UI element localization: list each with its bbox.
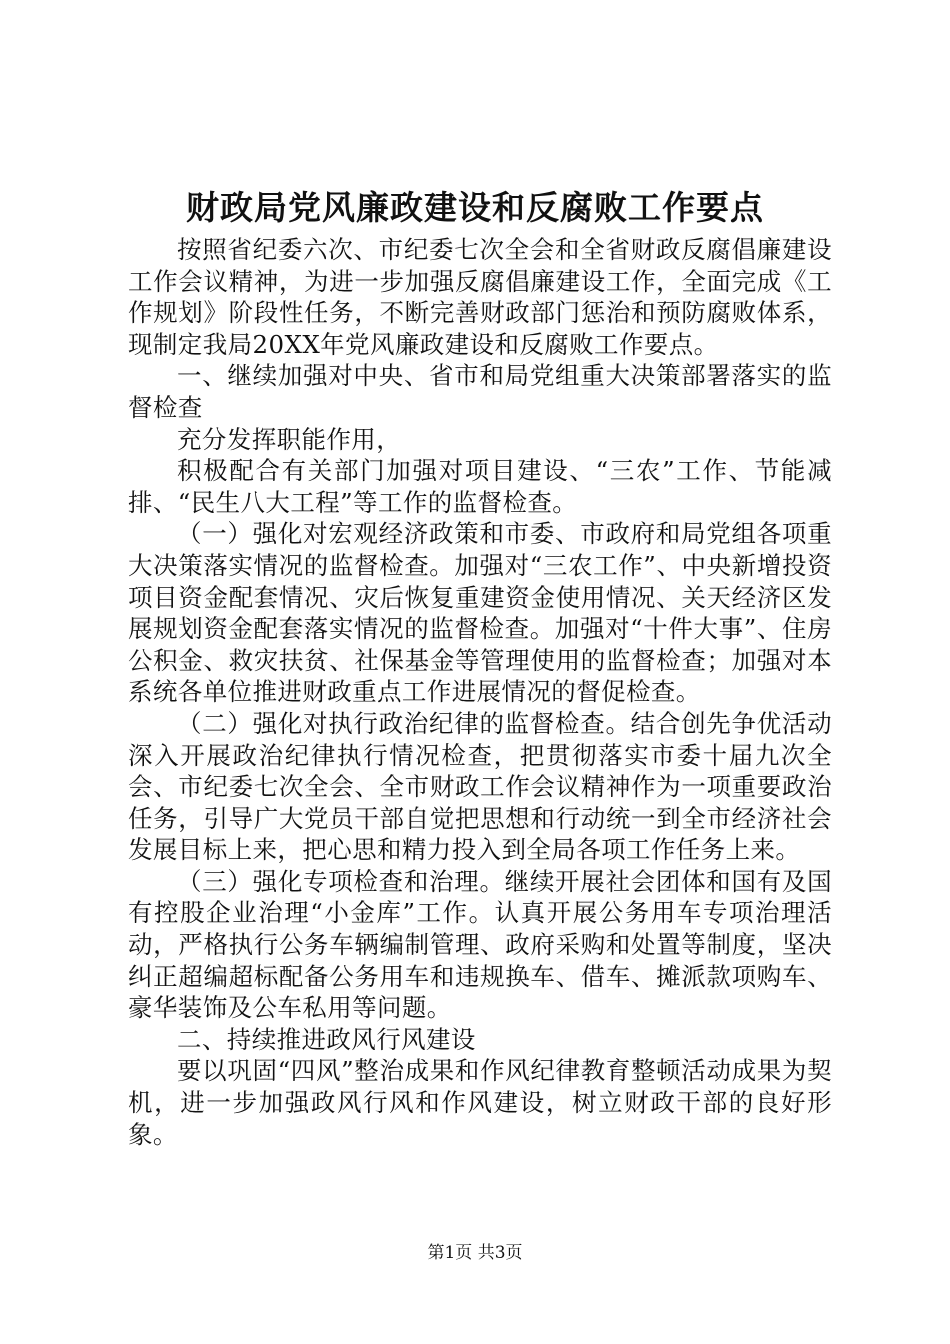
paragraph-item-1: （一）强化对宏观经济政策和市委、市政府和局党组各项重大决策落实情况的监督检查。加强对“三农工作”、中央新增投资项目资金配套情况、灾后恢复重建资金使用情况、关天经济区发展规划资金配套落实情况的监督检查。加强对“十件大事”、住房公积金、救灾扶贫、社保基金等管理使用的监督检查；加强对本系统各单位推进财政重点工作进展情况的督促检查。 xyxy=(128,519,832,707)
paragraph: 要以巩固“四风”整治成果和作风纪律教育整顿活动成果为契机，进一步加强政风行风和作风建设，树立财政干部的良好形象。 xyxy=(128,1056,832,1149)
document-title: 财政局党风廉政建设和反腐败工作要点 xyxy=(186,188,764,227)
page-number: 第1页 共3页 xyxy=(427,1243,523,1263)
paragraph-item-2: （二）强化对执行政治纪律的监督检查。结合创先争优活动深入开展政治纪律执行情况检查，把贯彻落实市委十届九次全会、市纪委七次全会、全市财政工作会议精神作为一项重要政治任务，引导广大党员干部自觉把思想和行动统一到全市经济社会发展目标上来，把心思和精力投入到全局各项工作任务上来。 xyxy=(128,708,832,865)
section-heading-1: 一、继续加强对中央、省市和局党组重大决策部署落实的监督检查 xyxy=(128,361,832,422)
paragraph-item-3: （三）强化专项检查和治理。继续开展社会团体和国有及国有控股企业治理“小金库”工作。认真开展公务用车专项治理活动，严格执行公务车辆编制管理、政府采购和处置等制度，坚决纠正超编超标配备公务用车和违规换车、借车、摊派款项购车、豪华装饰及公车私用等问题。 xyxy=(128,866,832,1023)
document-body xyxy=(128,234,832,1150)
paragraph: 积极配合有关部门加强对项目建设、“三农”工作、节能减排、“民生八大工程”等工作的监督检查。 xyxy=(128,456,832,517)
paragraph-intro: 按照省纪委六次、市纪委七次全会和全省财政反腐倡廉建设工作会议精神，为进一步加强反腐倡廉建设工作，全面完成《工作规划》阶段性任务，不断完善财政部门惩治和预防腐败体系，现制定我局20XX年党风廉政建设和反腐败工作要点。 xyxy=(128,235,832,359)
paragraph: 充分发挥职能作用， xyxy=(177,424,402,454)
section-heading-2: 二、持续推进政风行风建设 xyxy=(177,1024,476,1054)
